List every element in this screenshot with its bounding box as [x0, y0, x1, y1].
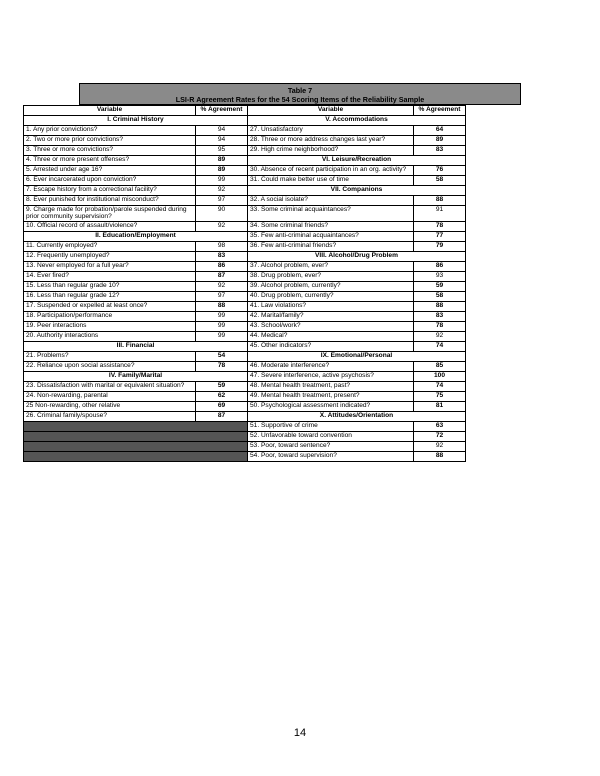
- table-number: Table 7: [287, 86, 313, 95]
- header-agreement-right: % Agreement: [414, 106, 466, 116]
- item-agreement-left: 62: [196, 391, 248, 401]
- item-agreement-left: 78: [196, 361, 248, 371]
- empty-shaded-cell: [24, 451, 248, 461]
- item-agreement-right: 64: [414, 126, 466, 136]
- table-row: [24, 371, 466, 381]
- item-label-left: 3. Three or more convictions?: [24, 146, 196, 156]
- section-heading-right: VIII. Alcohol/Drug Problem: [248, 251, 466, 261]
- item-label-right: 40. Drug problem, currently?: [248, 291, 414, 301]
- item-agreement-right: 88: [414, 451, 466, 461]
- table-row: [24, 411, 466, 421]
- table-row: [24, 291, 466, 301]
- item-agreement-left: 89: [196, 156, 248, 166]
- item-label-left: 21. Problems?: [24, 351, 196, 361]
- item-label-right: 33. Some criminal acquaintances?: [248, 206, 414, 222]
- section-heading-right: VI. Leisure/Recreation: [248, 156, 466, 166]
- table-row: [24, 431, 466, 441]
- item-label-left: 22. Reliance upon social assistance?: [24, 361, 196, 371]
- item-agreement-left: 97: [196, 291, 248, 301]
- item-agreement-right: 100: [414, 371, 466, 381]
- item-agreement-right: 83: [414, 311, 466, 321]
- item-label-right: 31. Could make better use of time: [248, 176, 414, 186]
- item-agreement-left: 94: [196, 126, 248, 136]
- item-label-left: 18. Participation/performance: [24, 311, 196, 321]
- table-row: [24, 261, 466, 271]
- item-agreement-left: 99: [196, 311, 248, 321]
- item-agreement-left: 54: [196, 351, 248, 361]
- item-label-right: 53. Poor, toward sentence?: [248, 441, 414, 451]
- item-agreement-right: 79: [414, 241, 466, 251]
- section-heading-right: V. Accommodations: [248, 116, 466, 126]
- item-agreement-right: 91: [414, 206, 466, 222]
- table-row: [24, 421, 466, 431]
- item-label-left: 1. Any prior convictions?: [24, 126, 196, 136]
- header-variable-left: Variable: [24, 106, 196, 116]
- item-label-left: 15. Less than regular grade 10?: [24, 281, 196, 291]
- item-label-right: 30. Absence of recent participation in an org. activity?: [248, 166, 414, 176]
- item-agreement-left: 94: [196, 136, 248, 146]
- item-label-right: 34. Some criminal friends?: [248, 221, 414, 231]
- section-heading-left: IV. Family/Marital: [24, 371, 248, 381]
- item-label-left: 6. Ever incarcerated upon conviction?: [24, 176, 196, 186]
- item-agreement-right: 58: [414, 176, 466, 186]
- section-heading-left: I. Criminal History: [24, 116, 248, 126]
- table-row: [24, 351, 466, 361]
- item-label-right: 45. Other indicators?: [248, 341, 414, 351]
- item-label-right: 39. Alcohol problem, currently?: [248, 281, 414, 291]
- item-agreement-right: 72: [414, 431, 466, 441]
- item-agreement-right: 93: [414, 271, 466, 281]
- item-label-left: 26. Criminal family/spouse?: [24, 411, 196, 421]
- item-agreement-left: 97: [196, 196, 248, 206]
- item-agreement-right: 78: [414, 321, 466, 331]
- table-row: [24, 231, 466, 241]
- item-label-right: 41. Law violations?: [248, 301, 414, 311]
- item-agreement-left: 92: [196, 281, 248, 291]
- item-label-right: 42. Marital/family?: [248, 311, 414, 321]
- empty-shaded-cell: [24, 421, 248, 431]
- item-agreement-right: 92: [414, 331, 466, 341]
- table-row: [24, 391, 466, 401]
- item-agreement-right: 74: [414, 381, 466, 391]
- item-label-right: 46. Moderate interference?: [248, 361, 414, 371]
- item-label-right: 43. School/work?: [248, 321, 414, 331]
- item-agreement-left: 87: [196, 271, 248, 281]
- table-row: [24, 186, 466, 196]
- item-label-right: 29. High crime neighborhood?: [248, 146, 414, 156]
- table-row: [24, 221, 466, 231]
- table-row: [24, 441, 466, 451]
- table-row: [24, 451, 466, 461]
- item-agreement-left: 89: [196, 166, 248, 176]
- table-row: [24, 281, 466, 291]
- item-label-right: 54. Poor, toward supervision?: [248, 451, 414, 461]
- item-agreement-left: 98: [196, 241, 248, 251]
- item-agreement-right: 83: [414, 146, 466, 156]
- item-agreement-left: 99: [196, 176, 248, 186]
- item-agreement-right: 88: [414, 196, 466, 206]
- table-row: [24, 341, 466, 351]
- section-heading-left: III. Financial: [24, 341, 248, 351]
- item-label-left: 5. Arrested under age 16?: [24, 166, 196, 176]
- item-agreement-right: 89: [414, 136, 466, 146]
- item-agreement-right: 76: [414, 166, 466, 176]
- item-label-left: 2. Two or more prior convictions?: [24, 136, 196, 146]
- table-row: [24, 196, 466, 206]
- header-row: [24, 106, 466, 116]
- item-label-left: 7. Escape history from a correctional facility?: [24, 186, 196, 196]
- item-label-right: 27. Unsatisfactory: [248, 126, 414, 136]
- section-heading-right: X. Attitudes/Orientation: [248, 411, 466, 421]
- table-row: [24, 241, 466, 251]
- item-label-right: 50. Psychological assessment indicated?: [248, 401, 414, 411]
- table-row: [24, 331, 466, 341]
- item-agreement-left: 95: [196, 146, 248, 156]
- item-label-right: 35. Few anti-criminal acquaintances?: [248, 231, 414, 241]
- item-label-right: 36. Few anti-criminal friends?: [248, 241, 414, 251]
- table-caption: [79, 83, 521, 105]
- item-agreement-left: 69: [196, 401, 248, 411]
- table-row: [24, 271, 466, 281]
- page-number: 14: [293, 727, 307, 739]
- item-agreement-right: 75: [414, 391, 466, 401]
- table-row: [24, 206, 466, 222]
- item-agreement-right: 78: [414, 221, 466, 231]
- table-row: [24, 156, 466, 166]
- empty-shaded-cell: [24, 431, 248, 441]
- item-label-left: 10. Official record of assault/violence?: [24, 221, 196, 231]
- section-heading-right: IX. Emotional/Personal: [248, 351, 466, 361]
- item-agreement-right: 63: [414, 421, 466, 431]
- item-agreement-right: 59: [414, 281, 466, 291]
- item-label-left: 4. Three or more present offenses?: [24, 156, 196, 166]
- table-title: LSI-R Agreement Rates for the 54 Scoring Items of the Reliability Sample: [175, 95, 425, 104]
- item-label-left: 14. Ever fired?: [24, 271, 196, 281]
- item-label-right: 47. Severe interference, active psychosis?: [248, 371, 414, 381]
- header-agreement-left: % Agreement: [196, 106, 248, 116]
- item-label-left: 12. Frequently unemployed?: [24, 251, 196, 261]
- item-agreement-right: 77: [414, 231, 466, 241]
- item-label-left: 20. Authority interactions: [24, 331, 196, 341]
- item-agreement-right: 74: [414, 341, 466, 351]
- item-label-right: 28. Three or more address changes last year?: [248, 136, 414, 146]
- item-agreement-right: 81: [414, 401, 466, 411]
- table-row: [24, 116, 466, 126]
- table-row: [24, 301, 466, 311]
- item-label-left: 23. Dissatisfaction with marital or equivalent situation?: [24, 381, 196, 391]
- table-row: [24, 361, 466, 371]
- item-label-right: 51. Supportive of crime: [248, 421, 414, 431]
- table-row: [24, 321, 466, 331]
- item-label-right: 49. Mental health treatment, present?: [248, 391, 414, 401]
- item-agreement-right: 92: [414, 441, 466, 451]
- item-label-left: 24. Non-rewarding, parental: [24, 391, 196, 401]
- item-label-right: 48. Mental health treatment, past?: [248, 381, 414, 391]
- item-agreement-right: 58: [414, 291, 466, 301]
- section-heading-right: VII. Companions: [248, 186, 466, 196]
- agreement-table: [23, 105, 466, 462]
- table-row: [24, 146, 466, 156]
- item-label-left: 19. Peer interactions: [24, 321, 196, 331]
- table-row: [24, 381, 466, 391]
- table-row: [24, 176, 466, 186]
- table-row: [24, 136, 466, 146]
- item-label-left: 25 Non-rewarding, other relative: [24, 401, 196, 411]
- item-label-right: 52. Unfavorable toward convention: [248, 431, 414, 441]
- item-agreement-left: 59: [196, 381, 248, 391]
- item-label-left: 11. Currently employed?: [24, 241, 196, 251]
- table-row: [24, 311, 466, 321]
- item-label-right: 32. A social isolate?: [248, 196, 414, 206]
- section-heading-left: II. Education/Employment: [24, 231, 248, 241]
- table-row: [24, 251, 466, 261]
- item-label-left: 17. Suspended or expelled at least once?: [24, 301, 196, 311]
- item-agreement-left: 87: [196, 411, 248, 421]
- empty-shaded-cell: [24, 441, 248, 451]
- item-agreement-left: 83: [196, 251, 248, 261]
- item-label-right: 38. Drug problem, ever?: [248, 271, 414, 281]
- item-agreement-left: 92: [196, 221, 248, 231]
- item-label-right: 44. Medical?: [248, 331, 414, 341]
- item-label-left: 9. Charge made for probation/parole suspended during prior community supervision?: [24, 206, 196, 222]
- table-row: [24, 401, 466, 411]
- item-label-left: 13. Never employed for a full year?: [24, 261, 196, 271]
- item-agreement-left: 90: [196, 206, 248, 222]
- table-row: [24, 166, 466, 176]
- item-agreement-left: 86: [196, 261, 248, 271]
- item-label-left: 16. Less than regular grade 12?: [24, 291, 196, 301]
- item-agreement-right: 86: [414, 261, 466, 271]
- item-agreement-right: 88: [414, 301, 466, 311]
- table-row: [24, 126, 466, 136]
- header-variable-right: Variable: [248, 106, 414, 116]
- item-agreement-right: 85: [414, 361, 466, 371]
- item-label-right: 37. Alcohol problem, ever?: [248, 261, 414, 271]
- item-agreement-left: 88: [196, 301, 248, 311]
- item-agreement-left: 99: [196, 321, 248, 331]
- item-agreement-left: 99: [196, 331, 248, 341]
- item-agreement-left: 92: [196, 186, 248, 196]
- item-label-left: 8. Ever punished for institutional misconduct?: [24, 196, 196, 206]
